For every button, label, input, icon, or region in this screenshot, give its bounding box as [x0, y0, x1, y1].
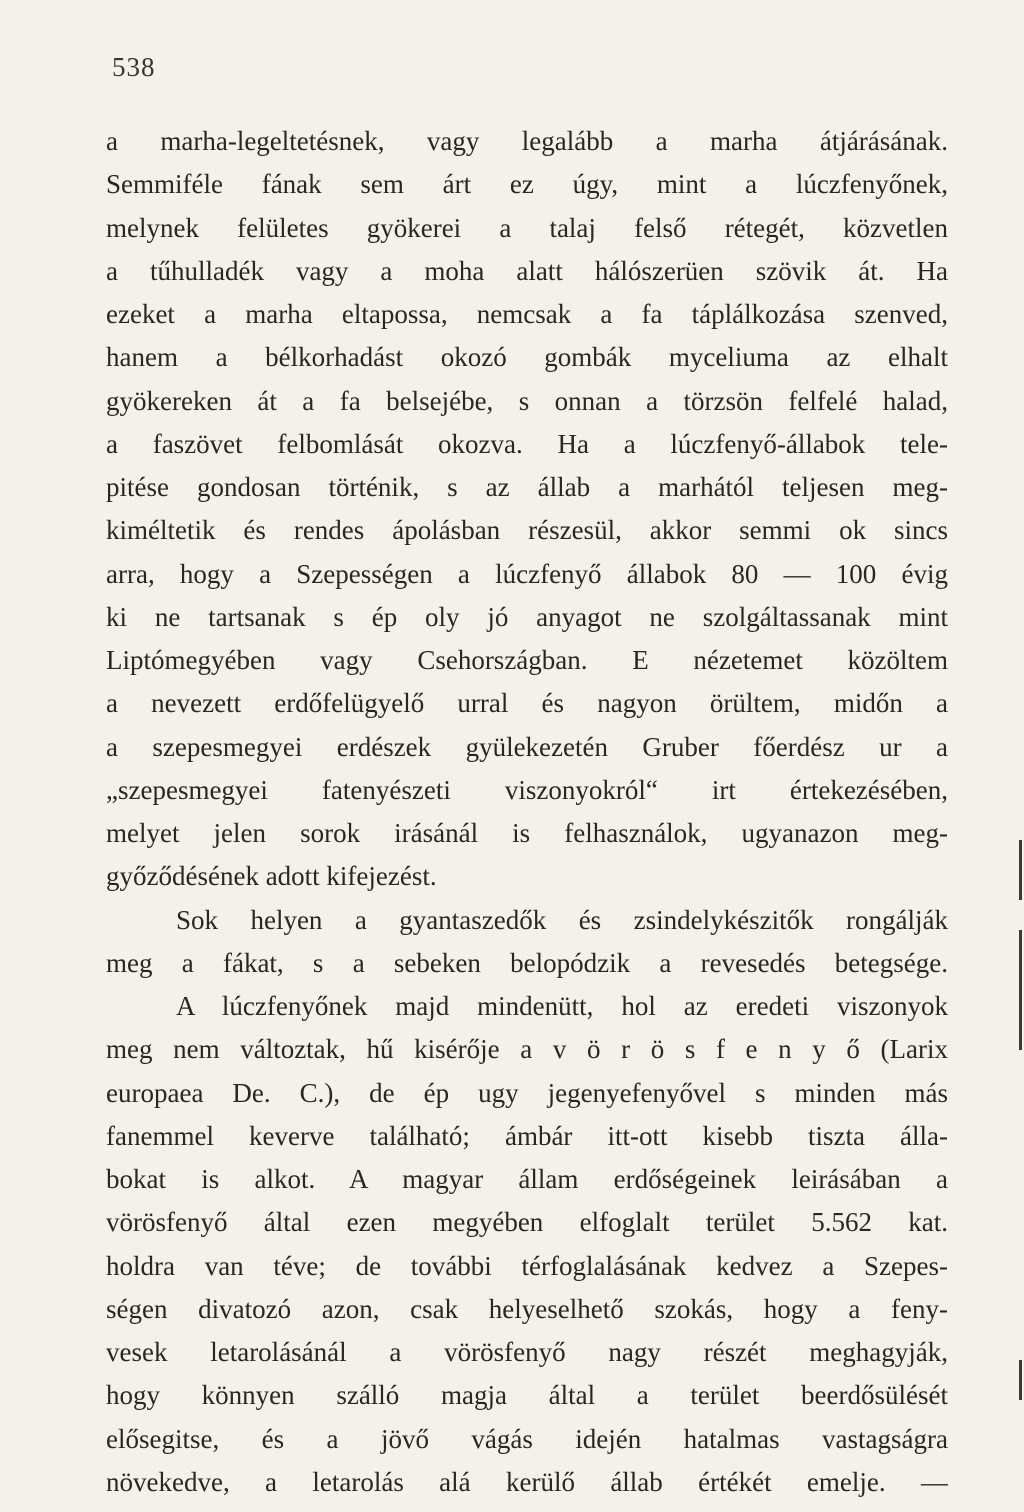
- text-line: Semmiféle fának sem árt ez úgy, mint a lúczfenyőnek,: [106, 169, 948, 200]
- text-line: a marha-legeltetésnek, vagy legalább a marha átjárásának.: [106, 126, 948, 156]
- text-line: gyökereken át a fa belsejébe, s onnan a törzsön felfelé halad,: [106, 385, 948, 416]
- text-line: pitése gondosan történik, s az állab a marhától teljesen meg-: [106, 472, 948, 502]
- text-line: a tűhulladék vagy a moha alatt hálószerüen szövik át. Ha: [106, 255, 948, 286]
- page-edge-mark: [1019, 1360, 1022, 1400]
- text-line: meg nem változtak, hű kisérője a v ö r ö s f e n y ő (Larix: [106, 1034, 948, 1065]
- body-text: [106, 120, 948, 1504]
- page-edge-mark: [1019, 840, 1022, 900]
- text-line: holdra van téve; de további térfoglalásának kedvez a Szepes-: [106, 1250, 948, 1281]
- text-line: „szepesmegyei fatenyészeti viszonyokról“ irt értekezésében,: [106, 774, 948, 805]
- text-line: europaea De. C.), de ép ugy jegenyefenyővel s minden más: [106, 1077, 948, 1108]
- page-number: 538: [112, 52, 156, 82]
- text-line: hanem a bélkorhadást okozó gombák myceliuma az elhalt: [106, 342, 948, 373]
- text-line: győződésének adott kifejezést.: [106, 861, 437, 892]
- text-line: ezeket a marha eltapossa, nemcsak a fa táplálkozása szenved,: [106, 299, 948, 329]
- text-line: ségen divatozó azon, csak helyeselhető szokás, hogy a feny-: [106, 1293, 948, 1324]
- page-edge-mark: [1019, 930, 1022, 1050]
- text-line: melyet jelen sorok irásánál is felhasználok, ugyanazon meg-: [106, 818, 948, 848]
- text-line: vesek letarolásánál a vörösfenyő nagy részét meghagyják,: [106, 1337, 948, 1367]
- text-line: hogy könnyen szálló magja által a terület beerdősülését: [106, 1380, 948, 1411]
- text-line: arra, hogy a Szepességen a lúczfenyő állabok 80 — 100 évig: [106, 558, 948, 589]
- text-line: melynek felületes gyökerei a talaj felső rétegét, közvetlen: [106, 212, 948, 243]
- text-line: a szepesmegyei erdészek gyülekezetén Gruber főerdész ur a: [106, 731, 948, 762]
- text-line: vörösfenyő által ezen megyében elfoglalt terület 5.562 kat.: [106, 1207, 948, 1238]
- text-line: a faszövet felbomlását okozva. Ha a lúczfenyő-állabok tele-: [106, 428, 948, 459]
- text-line: A lúczfenyőnek majd mindenütt, hol az eredeti viszonyok: [176, 991, 948, 1021]
- text-line: meg a fákat, s a sebeken belopódzik a revesedés betegsége.: [106, 947, 948, 978]
- text-line: a nevezett erdőfelügyelő urral és nagyon örültem, midőn a: [106, 688, 948, 719]
- text-line: fanemmel keverve található; ámbár itt-ott kisebb tiszta álla-: [106, 1120, 948, 1151]
- text-line: Sok helyen a gyantaszedők és zsindelykészitők rongálják: [176, 904, 948, 935]
- text-line: bokat is alkot. A magyar állam erdőségeinek leirásában a: [106, 1164, 948, 1194]
- text-line: növekedve, a letarolás alá kerülő állab értékét emelje. —: [106, 1466, 948, 1497]
- text-line: kiméltetik és rendes ápolásban részesül, akkor semmi ok sincs: [106, 515, 948, 546]
- text-line: ki ne tartsanak s ép oly jó anyagot ne szolgáltassanak mint: [106, 601, 948, 632]
- text-line: elősegitse, és a jövő vágás idején hatalmas vastagságra: [106, 1423, 948, 1454]
- text-line: Liptómegyében vagy Csehországban. E nézetemet közöltem: [106, 645, 948, 675]
